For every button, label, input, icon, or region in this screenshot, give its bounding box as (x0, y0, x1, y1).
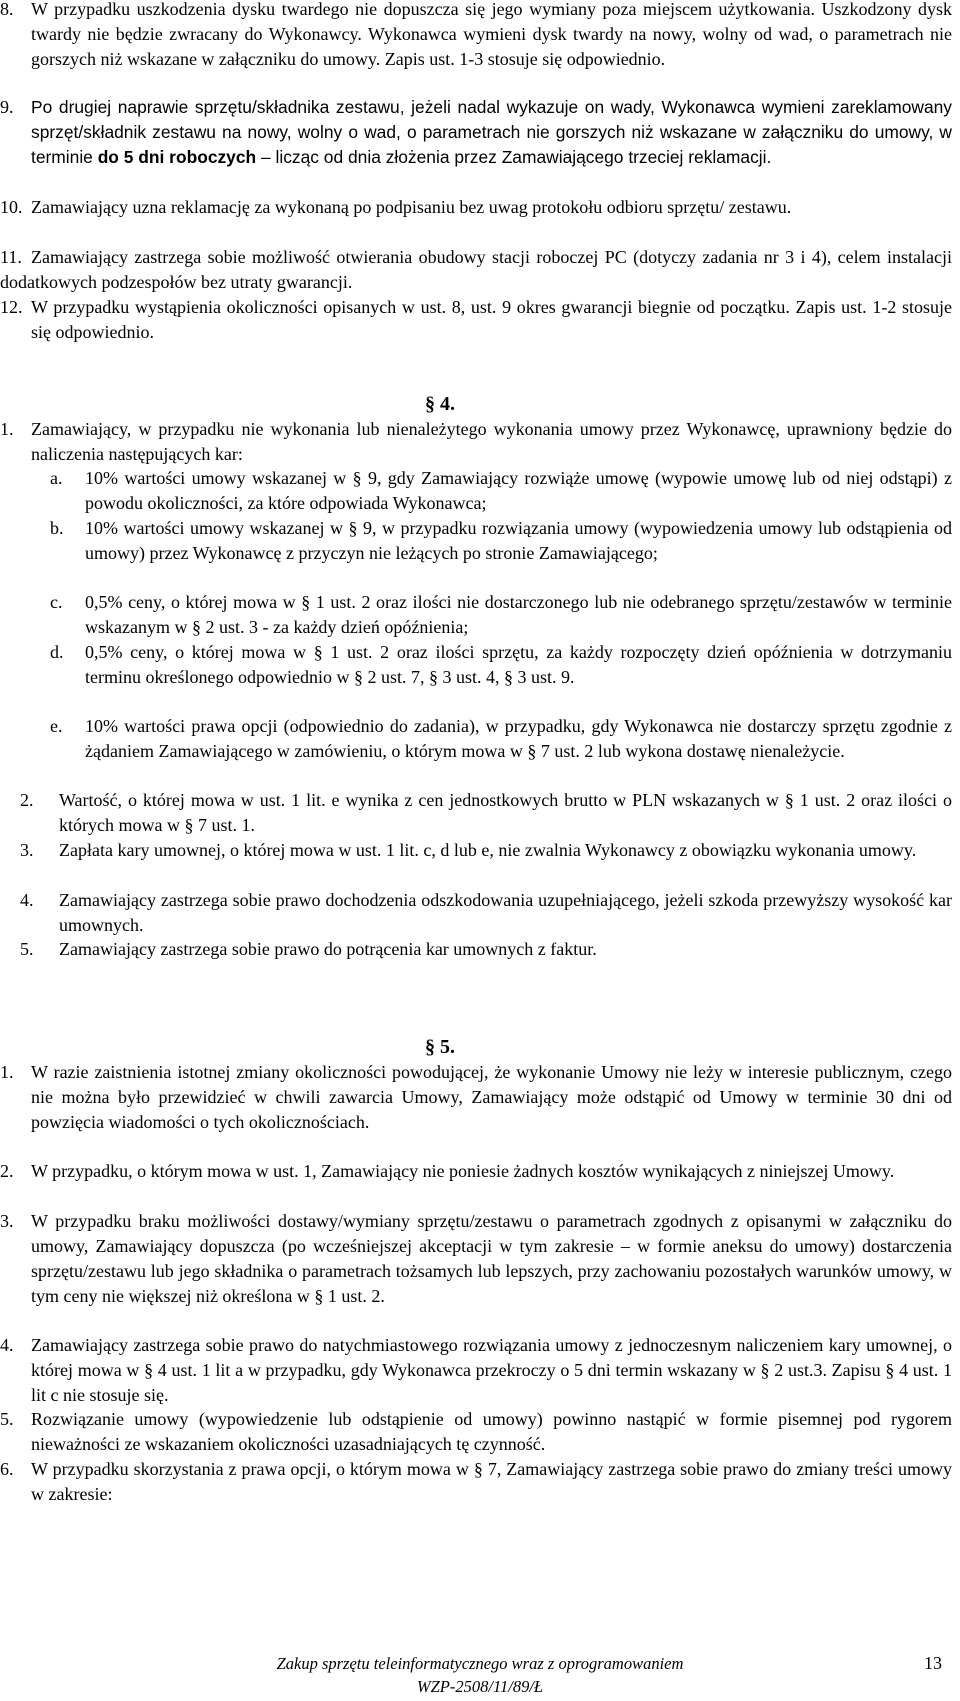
paragraph-10-number: 10. (0, 197, 23, 217)
s4-paragraph-1-number: 1. (0, 419, 14, 439)
s5-paragraph-6-number: 6. (0, 1459, 14, 1479)
s5-paragraph-5-body: Rozwiązanie umowy (wypowiedzenie lub odstąpienie od umowy) powinno nastąpić w formie pisemnej pod rygorem nieważności ze wskazaniem okoliczności uzasadniających tę czynność. (31, 1409, 952, 1454)
s4-item-e-text (85, 714, 952, 764)
s5-paragraph-1-body: W razie zaistnienia istotnej zmiany okoliczności powodującej, że wykonanie Umowy nie leży w interesie publicznym, czego nie można było przewidzieć w chwili zawarcia Umowy, Zamawiający może odstąpić od Umowy w terminie 30 dni od powzięcia wiadomości o tych okolicznościach. (31, 1062, 952, 1132)
paragraph-9-body-b: – licząc od dnia złożenia przez Zamawiającego trzeciej reklamacji. (256, 146, 772, 167)
paragraph-10-text (0, 195, 952, 220)
s4-item-d-body: 0,5% ceny, o której mowa w § 1 ust. 2 oraz ilości sprzętu, za każdy rozpoczęty dzień opóźnienia w dotrzymaniu terminu określonego odpowiednio w § 2 ust. 7, § 3 ust. 4, § 3 ust. 9. (85, 642, 952, 687)
s5-paragraph-6-text (31, 1457, 952, 1507)
paragraph-12-text (31, 295, 952, 345)
section-4-heading: § 4. (425, 393, 455, 415)
s4-paragraph-2-body: Wartość, o której mowa w ust. 1 lit. e wynika z cen jednostkowych brutto w PLN wskazanych w § 1 ust. 2 oraz ilości o których mowa w § 7 ust. 1. (59, 790, 952, 835)
s5-paragraph-2-text (31, 1159, 952, 1184)
s4-item-d-letter: d. (50, 642, 64, 662)
footer-title: Zakup sprzętu teleinformatycznego wraz z oprogramowaniem (276, 1654, 684, 1673)
s4-paragraph-5-text (59, 937, 952, 962)
s4-paragraph-3-number: 3. (20, 840, 34, 860)
s4-paragraph-5-body: Zamawiający zastrzega sobie prawo do potrącenia kar umownych z faktur. (59, 939, 597, 959)
page-number: 13 (924, 1653, 942, 1673)
s5-paragraph-3-text (31, 1209, 952, 1309)
paragraph-10-body: Zamawiający uzna reklamację za wykonaną po podpisaniu bez uwag protokołu odbioru sprzętu/ zestawu. (31, 197, 792, 217)
s4-item-a-body: 10% wartości umowy wskazanej w § 9, gdy Zamawiający rozwiąże umowę (wypowie umowę lub od niej odstąpi) z powodu okoliczności, za które odpowiada Wykonawca; (85, 468, 952, 513)
s4-item-b-letter: b. (50, 518, 64, 538)
s4-paragraph-2-text (59, 788, 952, 838)
s4-item-c-body: 0,5% ceny, o której mowa w § 1 ust. 2 oraz ilości nie dostarczonego lub nie odebranego sprzętu/zestawów w terminie wskazanym w § 2 ust. 3 - za każdy dzień opóźnienia; (85, 592, 952, 637)
s5-paragraph-5-text (31, 1407, 952, 1457)
s5-paragraph-4-body: Zamawiający zastrzega sobie prawo do natychmiastowego rozwiązania umowy z jednoczesnym naliczeniem kary umownej, o której mowa w § 4 ust. 1 lit a w przypadku, gdy Wykonawca przekroczy o 5 dni termin wskazany w § 2 ust.3. Zapisu § 4 ust. 1 lit c nie stosuje się. (31, 1335, 952, 1405)
s4-item-a-text (85, 466, 952, 516)
s4-paragraph-3-text (59, 838, 952, 863)
paragraph-11-number: 11. (0, 247, 22, 267)
footer-reference: WZP-2508/11/89/Ł (416, 1677, 544, 1696)
s5-paragraph-4-number: 4. (0, 1335, 14, 1355)
s4-paragraph-4-number: 4. (20, 890, 34, 910)
s4-item-c-letter: c. (50, 592, 63, 612)
paragraph-8-text (31, 0, 952, 72)
s4-item-a-letter: a. (50, 468, 63, 488)
paragraph-12-number: 12. (0, 297, 23, 317)
s5-paragraph-2-number: 2. (0, 1161, 14, 1181)
s4-paragraph-1-body: Zamawiający, w przypadku nie wykonania lub nienależytego wykonania umowy przez Wykonawcę, uprawniony będzie do naliczenia następujących kar: (31, 419, 952, 464)
s5-paragraph-2-body: W przypadku, o którym mowa w ust. 1, Zamawiający nie poniesie żadnych kosztów wynikających z niniejszej Umowy. (31, 1161, 895, 1181)
s5-paragraph-1-number: 1. (0, 1062, 14, 1082)
s4-paragraph-1-text (31, 417, 952, 467)
paragraph-9-body-a: Po drugiej naprawie sprzętu/składnika zestawu, jeżeli nadal wykazuje on wady, Wykonawca wymieni zareklamowany sprzęt/składnik zestawu na nowy, wolny o wad, o parametrach nie gorszych niż wskazane w załączniku do umowy, w terminie (31, 97, 952, 167)
s5-paragraph-6-body: W przypadku skorzystania z prawa opcji, o którym mowa w § 7, Zamawiający zastrzega sobie prawo do zmiany treści umowy w zakresie: (31, 1459, 952, 1504)
s4-paragraph-3-body: Zapłata kary umownej, o której mowa w ust. 1 lit. c, d lub e, nie zwalnia Wykonawcy z obowiązku wykonania umowy. (59, 840, 917, 860)
s5-paragraph-4-text (31, 1333, 952, 1408)
s4-item-e-body: 10% wartości prawa opcji (odpowiednio do zadania), w przypadku, gdy Wykonawca nie dostarczy sprzętu zgodnie z żądaniem Zamawiającego w zamówieniu, o którym mowa w § 7 ust. 2 lub wykona dostawę nienależycie. (85, 716, 952, 761)
paragraph-9-deadline-bold: do 5 dni roboczych (97, 146, 257, 167)
s4-paragraph-4-body: Zamawiający zastrzega sobie prawo dochodzenia odszkodowania uzupełniającego, jeżeli szkoda przewyższy wysokość kar umownych. (59, 890, 952, 935)
s4-paragraph-4-text (59, 888, 952, 938)
paragraph-12-body: W przypadku wystąpienia okoliczności opisanych w ust. 8, ust. 9 okres gwarancji biegnie od początku. Zapis ust. 1-2 stosuje się odpowiednio. (31, 297, 952, 342)
s4-item-b-body: 10% wartości umowy wskazanej w § 9, w przypadku rozwiązania umowy (wypowiedzenia umowy lub odstąpienia od umowy) przez Wykonawcę z przyczyn nie leżących po stronie Zamawiającego; (85, 518, 952, 563)
s4-paragraph-2-number: 2. (20, 790, 34, 810)
s4-item-b-text (85, 516, 952, 566)
s5-paragraph-5-number: 5. (0, 1409, 14, 1429)
paragraph-11-text (0, 245, 952, 295)
s4-item-c-text (85, 590, 952, 640)
s4-item-e-letter: e. (50, 716, 63, 736)
s5-paragraph-3-number: 3. (0, 1211, 14, 1231)
paragraph-11-body: Zamawiający zastrzega sobie możliwość otwierania obudowy stacji roboczej PC (dotyczy zadania nr 3 i 4), celem instalacji dodatkowych podzespołów bez utraty gwarancji. (0, 247, 952, 292)
paragraph-9-text (31, 95, 952, 170)
s5-paragraph-3-body: W przypadku braku możliwości dostawy/wymiany sprzętu/zestawu o parametrach zgodnych z opisanymi w załączniku do umowy, Zamawiający dopuszcza (po wcześniejszej akceptacji w tym zakresie – w formie aneksu do umowy) dostarczenia sprzętu/zestawu lub jego składnika o parametrach tożsamych lub lepszych, przy zachowaniu pozostałych warunków umowy, w tym ceny nie większej niż określona w § 1 ust. 2. (31, 1211, 952, 1306)
s5-paragraph-1-text (31, 1060, 952, 1135)
paragraph-9-number: 9. (0, 97, 14, 117)
s4-item-d-text (85, 640, 952, 690)
s4-paragraph-5-number: 5. (20, 939, 34, 959)
paragraph-8-number: 8. (0, 0, 14, 19)
section-5-heading: § 5. (425, 1036, 455, 1058)
paragraph-8-body: W przypadku uszkodzenia dysku twardego nie dopuszcza się jego wymiany poza miejscem użytkowania. Uszkodzony dysk twardy nie będzie zwracany do Wykonawcy. Wykonawca wymieni dysk twardy na nowy, wolny od wad, o parametrach nie gorszych niż wskazane w załączniku do umowy. Zapis ust. 1-3 stosuje się odpowiednio. (31, 0, 952, 69)
